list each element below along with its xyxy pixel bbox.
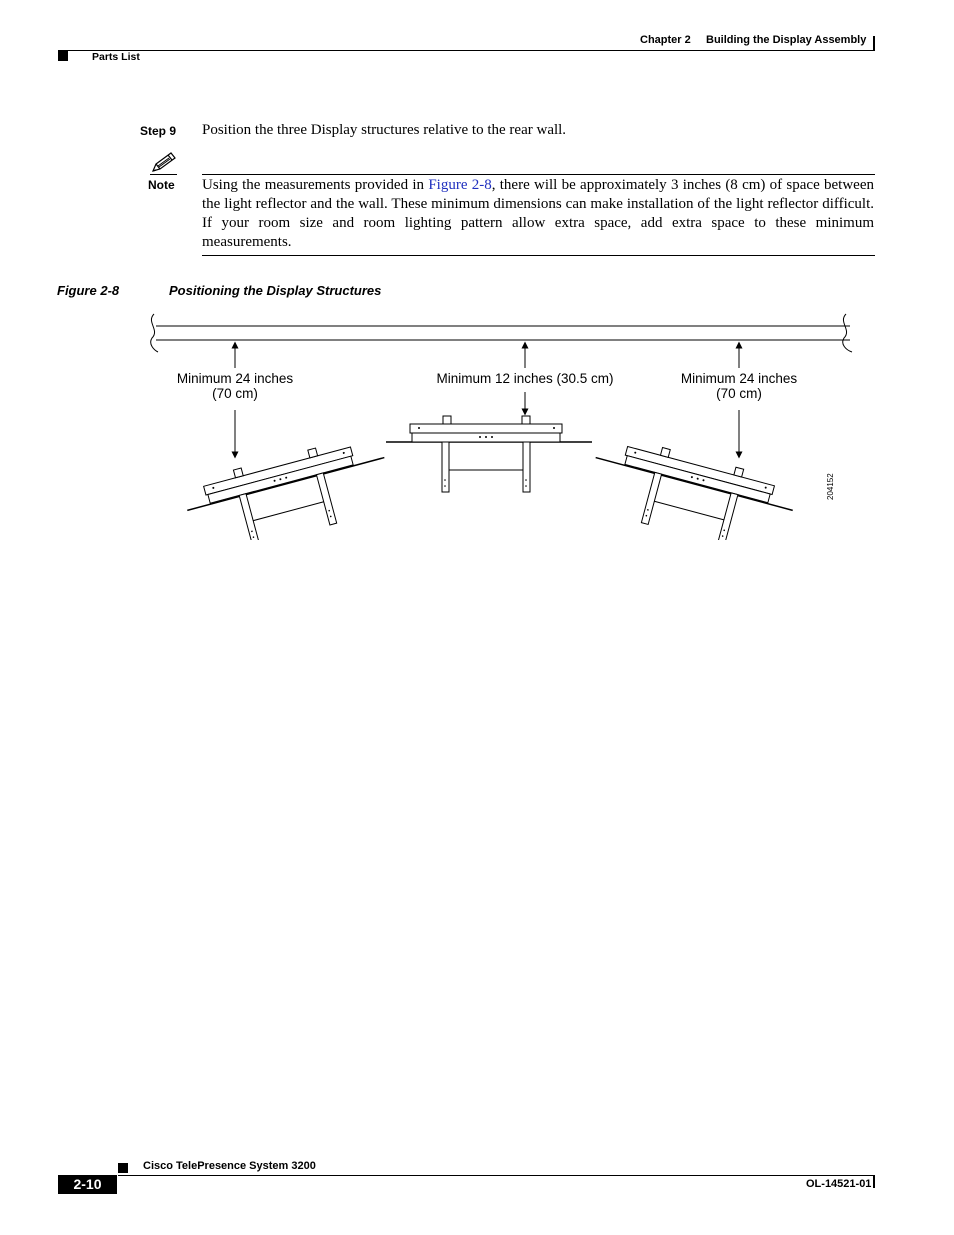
note-text-after: , there will be approximately 3 inches (8 cm) of space between the light reflector and the wall. These minimum dimensions can make installation of the light reflector difficult. If your room size and room lighting pattern allow extra space, add extra space to these minimum measurements.	[202, 177, 874, 250]
note-bottom-rule	[202, 255, 875, 256]
header-tick	[873, 36, 875, 51]
rear-wall	[151, 314, 852, 352]
center-measurement-label: Minimum 12 inches (30.5 cm)	[436, 371, 614, 386]
header-section: Parts List	[92, 51, 140, 63]
art-id: 204152	[826, 473, 835, 500]
left-display-structure	[180, 431, 397, 540]
center-display-structure	[386, 416, 592, 492]
figure-title: Positioning the Display Structures	[169, 283, 382, 298]
left-measurement-label	[160, 371, 310, 401]
note-text	[202, 176, 874, 252]
right-label-line1: Minimum 24 inches	[680, 371, 798, 386]
figure-link[interactable]: Figure 2-8	[428, 177, 492, 193]
right-display-structure	[582, 431, 799, 540]
header-chapter-title: Building the Display Assembly	[706, 34, 867, 46]
page-number: 2-10	[73, 1176, 102, 1192]
left-label-line1: Minimum 24 inches	[176, 371, 294, 386]
header-rule	[58, 50, 874, 51]
note-text-before: Using the measurements provided in	[202, 177, 429, 193]
note-top-rule	[202, 174, 875, 175]
footer-rule	[118, 1175, 874, 1176]
pencil-note-icon	[150, 150, 178, 174]
right-measurement-label	[664, 371, 814, 401]
right-label-line2: (70 cm)	[716, 386, 762, 401]
step-text: Position the three Display structures relative to the rear wall.	[202, 122, 567, 138]
footer-square	[118, 1163, 128, 1173]
header-chapter: Chapter 2	[640, 34, 691, 46]
document-number: OL-14521-01	[806, 1178, 872, 1190]
note-label: Note	[148, 178, 175, 192]
figure-illustration	[140, 300, 870, 540]
step-label: Step 9	[140, 124, 177, 138]
header-square	[58, 51, 68, 61]
figure-number: Figure 2-8	[57, 283, 120, 298]
display-positioning-diagram	[140, 300, 870, 540]
left-label-line2: (70 cm)	[212, 386, 258, 401]
note-icon-rule	[150, 174, 177, 175]
footer-product: Cisco TelePresence System 3200	[143, 1160, 316, 1172]
footer-tick	[873, 1175, 875, 1188]
